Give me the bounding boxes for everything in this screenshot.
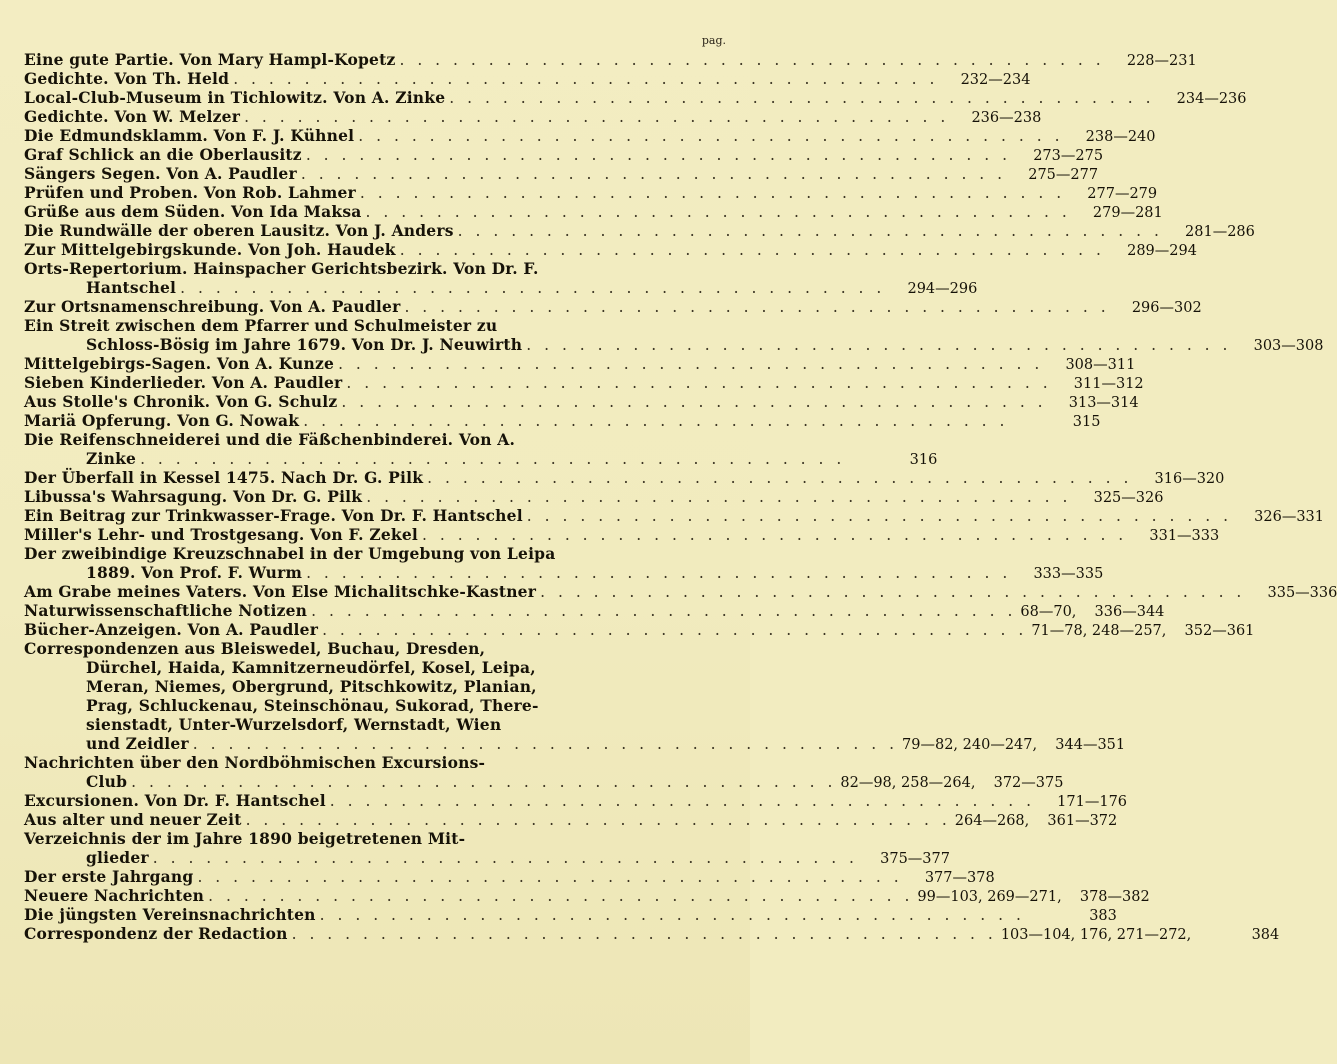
toc-entry-line — [24, 164, 1099, 183]
toc-entry — [24, 411, 1101, 430]
toc-entry-pages: 344—351 — [1055, 737, 1126, 753]
toc-entry-pages: 372—375 — [993, 775, 1064, 791]
toc-entry-title: Graf Schlick an die Oberlausitz — [24, 145, 302, 164]
toc-entry-title: Aus Stolle's Chronik. Von G. Schulz — [24, 392, 338, 411]
dot-leader: . . . . . . . . . . . . . . . . . . . . . . . . . . . . . . . . . . . . . . . . — [359, 184, 1066, 202]
toc-entry-continuation — [24, 696, 730, 715]
toc-entry-continuation — [24, 658, 730, 677]
toc-entry — [24, 810, 1118, 829]
dot-leader: . . . . . . . . . . . . . . . . . . . . . . . . . . . . . . . . . . . . . . . . — [399, 241, 1105, 259]
toc-entry-line — [24, 411, 1101, 430]
toc-entry-line — [24, 259, 730, 278]
toc-entry-title: Zur Ortsnamenschreibung. Von A. Paudler — [24, 297, 401, 316]
table-of-contents — [24, 50, 1337, 943]
toc-entry-title: Mittelgebirgs-Sagen. Von A. Kunze — [24, 354, 335, 373]
toc-entry — [24, 525, 1220, 544]
toc-entry — [24, 601, 1165, 620]
toc-entry-title: Der erste Jahrgang — [24, 867, 194, 886]
toc-entry-line — [24, 183, 1158, 202]
toc-entry-title: Orts-Repertorium. Hainspacher Gerichtsbezirk. Von Dr. F. — [24, 259, 539, 278]
dot-leader: . . . . . . . . . . . . . . . . . . . . . . . . . . . . . . . . . . . . . . . . — [540, 583, 1246, 601]
toc-entry-title: Eine gute Partie. Von Mary Hampl-Kopetz — [24, 50, 396, 69]
toc-entry-line — [24, 430, 730, 449]
toc-entry — [24, 126, 1156, 145]
toc-entry-title: Bücher-Anzeigen. Von A. Paudler — [24, 620, 319, 639]
toc-entry-pages: 289—294 — [1127, 243, 1197, 259]
toc-entry-pages: 234—236 — [1176, 91, 1247, 107]
toc-entry-title: 1889. Von Prof. F. Wurm — [86, 563, 303, 582]
toc-entry-pages: 303—308 — [1253, 338, 1324, 354]
dot-leader: . . . . . . . . . . . . . . . . . . . . . . . . . . . . . . . . . . . . . . . . — [311, 602, 1017, 620]
toc-entry-title: Prag, Schluckenau, Steinschönau, Sukorad, There- — [86, 696, 539, 715]
dot-leader: . . . . . . . . . . . . . . . . . . . . . . . . . . . . . . . . . . . . . . . . — [457, 222, 1163, 240]
dot-leader: . . . . . . . . . . . . . . . . . . . . . . . . . . . . . . . . . . . . . . . . — [300, 165, 1007, 183]
toc-entry-pages: 352—361 — [1184, 623, 1255, 639]
toc-entry-pages: 171—176 — [1057, 794, 1128, 810]
toc-entry-line — [24, 487, 1164, 506]
toc-entry-line — [24, 373, 1144, 392]
toc-entry — [24, 259, 978, 297]
toc-entry-title: Libussa's Wahrsagung. Von Dr. G. Pilk — [24, 487, 363, 506]
dot-leader: . . . . . . . . . . . . . . . . . . . . . . . . . . . . . . . . . . . . . . . . — [338, 355, 1044, 373]
toc-entry-line — [24, 829, 730, 848]
dot-leader: . . . . . . . . . . . . . . . . . . . . . . . . . . . . . . . . . . . . . . . . — [346, 374, 1052, 392]
dot-leader: . . . . . . . . . . . . . . . . . . . . . . . . . . . . . . . . . . . . . . . . — [131, 773, 837, 791]
toc-entry-line — [24, 240, 1197, 259]
toc-entry-line — [24, 354, 1136, 373]
toc-entry — [24, 392, 1139, 411]
toc-entry-pages: 313—314 — [1068, 395, 1139, 411]
toc-entry-title: Die Reifenschneiderei und die Fäßchenbinderei. Von A. — [24, 430, 516, 449]
toc-entry — [24, 468, 1225, 487]
toc-entry-line — [24, 107, 1042, 126]
toc-entry-pages: 296—302 — [1131, 300, 1202, 316]
toc-entry-title: Zinke — [86, 449, 137, 468]
toc-entry-pages: 377—378 — [924, 870, 995, 886]
dot-leader: . . . . . . . . . . . . . . . . . . . . . . . . . . . . . . . . . . . . . . . . — [449, 89, 1155, 107]
toc-entry-pages: 277—279 — [1087, 186, 1158, 202]
toc-entry — [24, 487, 1164, 506]
toc-entry — [24, 50, 1197, 69]
dot-leader: . . . . . . . . . . . . . . . . . . . . . . . . . . . . . . . . . . . . . . . . — [399, 51, 1105, 69]
toc-entry — [24, 620, 1255, 639]
toc-entry-line — [24, 126, 1156, 145]
toc-entry-title: Local-Club-Museum in Tichlowitz. Von A. Zinke — [24, 88, 446, 107]
dot-leader: . . . . . . . . . . . . . . . . . . . . . . . . . . . . . . . . . . . . . . . . — [358, 127, 1064, 145]
toc-entry — [24, 107, 1042, 126]
toc-entry-line — [24, 221, 1255, 240]
toc-entry-pages: 273—275 — [1033, 148, 1104, 164]
toc-entry-title: Schloss-Bösig im Jahre 1679. Von Dr. J. Neuwirth — [86, 335, 523, 354]
toc-entry — [24, 639, 1126, 753]
dot-leader: . . . . . . . . . . . . . . . . . . . . . . . . . . . . . . . . . . . . . . . . — [427, 469, 1133, 487]
toc-entry-pages: 325—326 — [1093, 490, 1164, 506]
toc-entry — [24, 316, 1324, 354]
toc-entry-title: Aus alter und neuer Zeit — [24, 810, 242, 829]
toc-entry-line — [24, 202, 1163, 221]
toc-entry-refs: 79—82, 240—247, — [902, 737, 1038, 753]
dot-leader: . . . . . . . . . . . . . . . . . . . . . . . . . . . . . . . . . . . . . . . . — [305, 146, 1012, 164]
toc-entry-line — [24, 791, 1128, 810]
toc-entry-title: Die Rundwälle der oberen Lausitz. Von J. Anders — [24, 221, 454, 240]
toc-entry-refs: 82—98, 258—264, — [840, 775, 976, 791]
toc-entry-title: Meran, Niemes, Obergrund, Pitschkowitz, Planian, — [86, 677, 537, 696]
toc-entry-continuation — [24, 563, 1104, 582]
toc-entry-line — [24, 88, 1247, 107]
toc-entry-pages: 238—240 — [1085, 129, 1156, 145]
toc-entry — [24, 221, 1255, 240]
toc-entry-pages: 326—331 — [1254, 509, 1325, 525]
toc-entry-pages: 281—286 — [1185, 224, 1255, 240]
toc-entry-line — [24, 810, 1118, 829]
dot-leader: . . . . . . . . . . . . . . . . . . . . . . . . . . . . . . . . . . . . . . . . — [197, 868, 903, 886]
page-column-header: pag. — [701, 34, 726, 47]
toc-entry-title: Der zweibindige Kreuzschnabel in der Umgebung von Leipa — [24, 544, 556, 563]
toc-entry-title: Sängers Segen. Von A. Paudler — [24, 164, 297, 183]
toc-entry-title: Correspondenz der Redaction — [24, 924, 288, 943]
dot-leader: . . . . . . . . . . . . . . . . . . . . . . . . . . . . . . . . . . . . . . . . — [233, 70, 939, 88]
toc-entry-title: Neuere Nachrichten — [24, 886, 205, 905]
toc-entry-line — [24, 639, 730, 658]
toc-entry — [24, 924, 1280, 943]
toc-entry — [24, 183, 1158, 202]
toc-entry-pages: 383 — [1089, 908, 1117, 924]
toc-entry — [24, 164, 1099, 183]
dot-leader: . . . . . . . . . . . . . . . . . . . . . . . . . . . . . . . . . . . . . . . . — [365, 203, 1071, 221]
toc-entry-pages: 333—335 — [1033, 566, 1104, 582]
toc-entry-title: Der Überfall in Kessel 1475. Nach Dr. G. Pilk — [24, 468, 424, 487]
dot-leader: . . . . . . . . . . . . . . . . . . . . . . . . . . . . . . . . . . . . . . . . — [329, 792, 1036, 810]
toc-entry-title: Nachrichten über den Nordböhmischen Excursions- — [24, 753, 486, 772]
toc-entry-title: Excursionen. Von Dr. F. Hantschel — [24, 791, 326, 810]
toc-entry-line — [24, 620, 1255, 639]
toc-entry-title: Sieben Kinderlieder. Von A. Paudler — [24, 373, 343, 392]
toc-entry-line — [24, 582, 1337, 601]
toc-entry-title: Miller's Lehr- und Trostgesang. Von F. Zekel — [24, 525, 418, 544]
toc-entry-pages: 279—281 — [1092, 205, 1163, 221]
toc-entry-continuation — [24, 715, 730, 734]
dot-leader: . . . . . . . . . . . . . . . . . . . . . . . . . . . . . . . . . . . . . . . . — [404, 298, 1110, 316]
toc-entry-pages: 308—311 — [1065, 357, 1136, 373]
toc-entry-refs: 99—103, 269—271, — [917, 889, 1062, 905]
toc-entry — [24, 88, 1247, 107]
toc-entry-title: glieder — [86, 848, 149, 867]
dot-leader: . . . . . . . . . . . . . . . . . . . . . . . . . . . . . . . . . . . . . . . . — [291, 925, 997, 943]
toc-entry-pages: 378—382 — [1079, 889, 1150, 905]
dot-leader: . . . . . . . . . . . . . . . . . . . . . . . . . . . . . . . . . . . . . . . . — [244, 108, 950, 126]
toc-entry-line — [24, 50, 1197, 69]
toc-entry-refs: 264—268, — [954, 813, 1030, 829]
toc-entry-title: Dürchel, Haida, Kamnitzerneudörfel, Kosel, Leipa, — [86, 658, 536, 677]
toc-entry-refs: 68—70, — [1020, 604, 1077, 620]
toc-entry-pages: 311—312 — [1073, 376, 1144, 392]
dot-leader: . . . . . . . . . . . . . . . . . . . . . . . . . . . . . . . . . . . . . . . . — [306, 564, 1012, 582]
dot-leader: . . . . . . . . . . . . . . . . . . . . . . . . . . . . . . . . . . . . . . . . — [526, 336, 1232, 354]
toc-entry-title: sienstadt, Unter-Wurzelsdorf, Wernstadt, Wien — [86, 715, 502, 734]
dot-leader: . . . . . . . . . . . . . . . . . . . . . . . . . . . . . . . . . . . . . . . . — [245, 811, 951, 829]
toc-entry-line — [24, 867, 995, 886]
toc-entry — [24, 145, 1104, 164]
toc-entry-continuation — [24, 772, 1064, 791]
toc-entry-title: Club — [86, 772, 128, 791]
toc-entry-pages: 336—344 — [1094, 604, 1165, 620]
toc-entry — [24, 506, 1325, 525]
dot-leader: . . . . . . . . . . . . . . . . . . . . . . . . . . . . . . . . . . . . . . . . — [152, 849, 858, 867]
toc-entry-pages: 375—377 — [880, 851, 950, 867]
toc-entry-line — [24, 525, 1220, 544]
toc-entry-line — [24, 506, 1325, 525]
toc-entry-pages: 275—277 — [1028, 167, 1099, 183]
toc-entry-pages: 232—234 — [960, 72, 1031, 88]
toc-entry-title: Gedichte. Von W. Melzer — [24, 107, 241, 126]
toc-entry-line — [24, 753, 730, 772]
toc-entry — [24, 905, 1117, 924]
toc-entry-line — [24, 924, 1280, 943]
toc-entry-pages: 316 — [909, 452, 938, 468]
dot-leader: . . . . . . . . . . . . . . . . . . . . . . . . . . . . . . . . . . . . . . . . — [422, 526, 1128, 544]
toc-entry-line — [24, 544, 730, 563]
toc-entry — [24, 886, 1150, 905]
toc-entry-title: Am Grabe meines Vaters. Von Else Michalitschke-Kastner — [24, 582, 537, 601]
toc-entry-pages: 316—320 — [1154, 471, 1225, 487]
toc-entry — [24, 202, 1163, 221]
toc-entry-title: Verzeichnis der im Jahre 1890 beigetretenen Mit- — [24, 829, 466, 848]
toc-entry-title: Die Edmundsklamm. Von F. J. Kühnel — [24, 126, 355, 145]
toc-entry-pages: 294—296 — [907, 281, 978, 297]
toc-entry-continuation — [24, 335, 1324, 354]
toc-entry-title: Correspondenzen aus Bleiswedel, Buchau, Dresden, — [24, 639, 486, 658]
dot-leader: . . . . . . . . . . . . . . . . . . . . . . . . . . . . . . . . . . . . . . . . — [366, 488, 1072, 506]
toc-entry — [24, 430, 938, 468]
toc-entry-title: Hantschel — [86, 278, 177, 297]
toc-entry — [24, 354, 1136, 373]
toc-entry — [24, 582, 1337, 601]
toc-entry-title: Mariä Opferung. Von G. Nowak — [24, 411, 300, 430]
toc-entry — [24, 753, 1064, 791]
toc-entry — [24, 829, 950, 867]
toc-entry-title: Prüfen und Proben. Von Rob. Lahmer — [24, 183, 356, 202]
toc-entry — [24, 240, 1197, 259]
toc-entry-title: Zur Mittelgebirgskunde. Von Joh. Haudek — [24, 240, 396, 259]
toc-entry-continuation — [24, 449, 938, 468]
dot-leader: . . . . . . . . . . . . . . . . . . . . . . . . . . . . . . . . . . . . . . . . — [322, 621, 1028, 639]
toc-entry-pages: 335—336 — [1267, 585, 1337, 601]
toc-entry-line — [24, 145, 1104, 164]
toc-entry-line — [24, 905, 1117, 924]
dot-leader: . . . . . . . . . . . . . . . . . . . . . . . . . . . . . . . . . . . . . . . . — [303, 412, 1009, 430]
dot-leader: . . . . . . . . . . . . . . . . . . . . . . . . . . . . . . . . . . . . . . . . — [192, 735, 899, 753]
toc-entry — [24, 791, 1128, 810]
toc-entry-pages: 384 — [1251, 927, 1280, 943]
toc-entry-pages: 361—372 — [1047, 813, 1118, 829]
toc-entry-title: und Zeidler — [86, 734, 189, 753]
toc-entry-line — [24, 392, 1139, 411]
dot-leader: . . . . . . . . . . . . . . . . . . . . . . . . . . . . . . . . . . . . . . . . — [341, 393, 1047, 411]
toc-entry-continuation — [24, 848, 950, 867]
dot-leader: . . . . . . . . . . . . . . . . . . . . . . . . . . . . . . . . . . . . . . . . — [319, 906, 1025, 924]
toc-entry-title: Gedichte. Von Th. Held — [24, 69, 230, 88]
toc-entry-line — [24, 601, 1165, 620]
toc-entry — [24, 69, 1031, 88]
toc-entry-pages: 236—238 — [971, 110, 1042, 126]
dot-leader: . . . . . . . . . . . . . . . . . . . . . . . . . . . . . . . . . . . . . . . . — [180, 279, 886, 297]
toc-entry-line — [24, 468, 1225, 487]
toc-entry — [24, 544, 1104, 582]
toc-entry-refs: 103—104, 176, 271—272, — [1000, 927, 1192, 943]
toc-entry-pages: 331—333 — [1149, 528, 1220, 544]
toc-entry-pages: 315 — [1072, 414, 1101, 430]
dot-leader: . . . . . . . . . . . . . . . . . . . . . . . . . . . . . . . . . . . . . . . . — [208, 887, 914, 905]
toc-entry-continuation — [24, 278, 978, 297]
toc-entry-continuation — [24, 677, 730, 696]
toc-entry-line — [24, 886, 1150, 905]
toc-entry-refs: 71—78, 248—257, — [1031, 623, 1167, 639]
toc-entry-title: Ein Streit zwischen dem Pfarrer und Schulmeister zu — [24, 316, 498, 335]
toc-entry-title: Naturwissenschaftliche Notizen — [24, 601, 308, 620]
toc-entry-line — [24, 69, 1031, 88]
toc-entry-title: Ein Beitrag zur Trinkwasser-Frage. Von Dr. F. Hantschel — [24, 506, 523, 525]
toc-entry-title: Die jüngsten Vereinsnachrichten — [24, 905, 316, 924]
toc-entry — [24, 373, 1144, 392]
toc-entry — [24, 297, 1202, 316]
toc-entry-title: Grüße aus dem Süden. Von Ida Maksa — [24, 202, 362, 221]
toc-entry — [24, 867, 995, 886]
toc-entry-line — [24, 297, 1202, 316]
toc-entry-pages: 228—231 — [1126, 53, 1197, 69]
dot-leader: . . . . . . . . . . . . . . . . . . . . . . . . . . . . . . . . . . . . . . . . — [526, 507, 1233, 525]
toc-entry-line — [24, 316, 730, 335]
toc-entry-continuation — [24, 734, 1126, 753]
dot-leader: . . . . . . . . . . . . . . . . . . . . . . . . . . . . . . . . . . . . . . . . — [140, 450, 846, 468]
